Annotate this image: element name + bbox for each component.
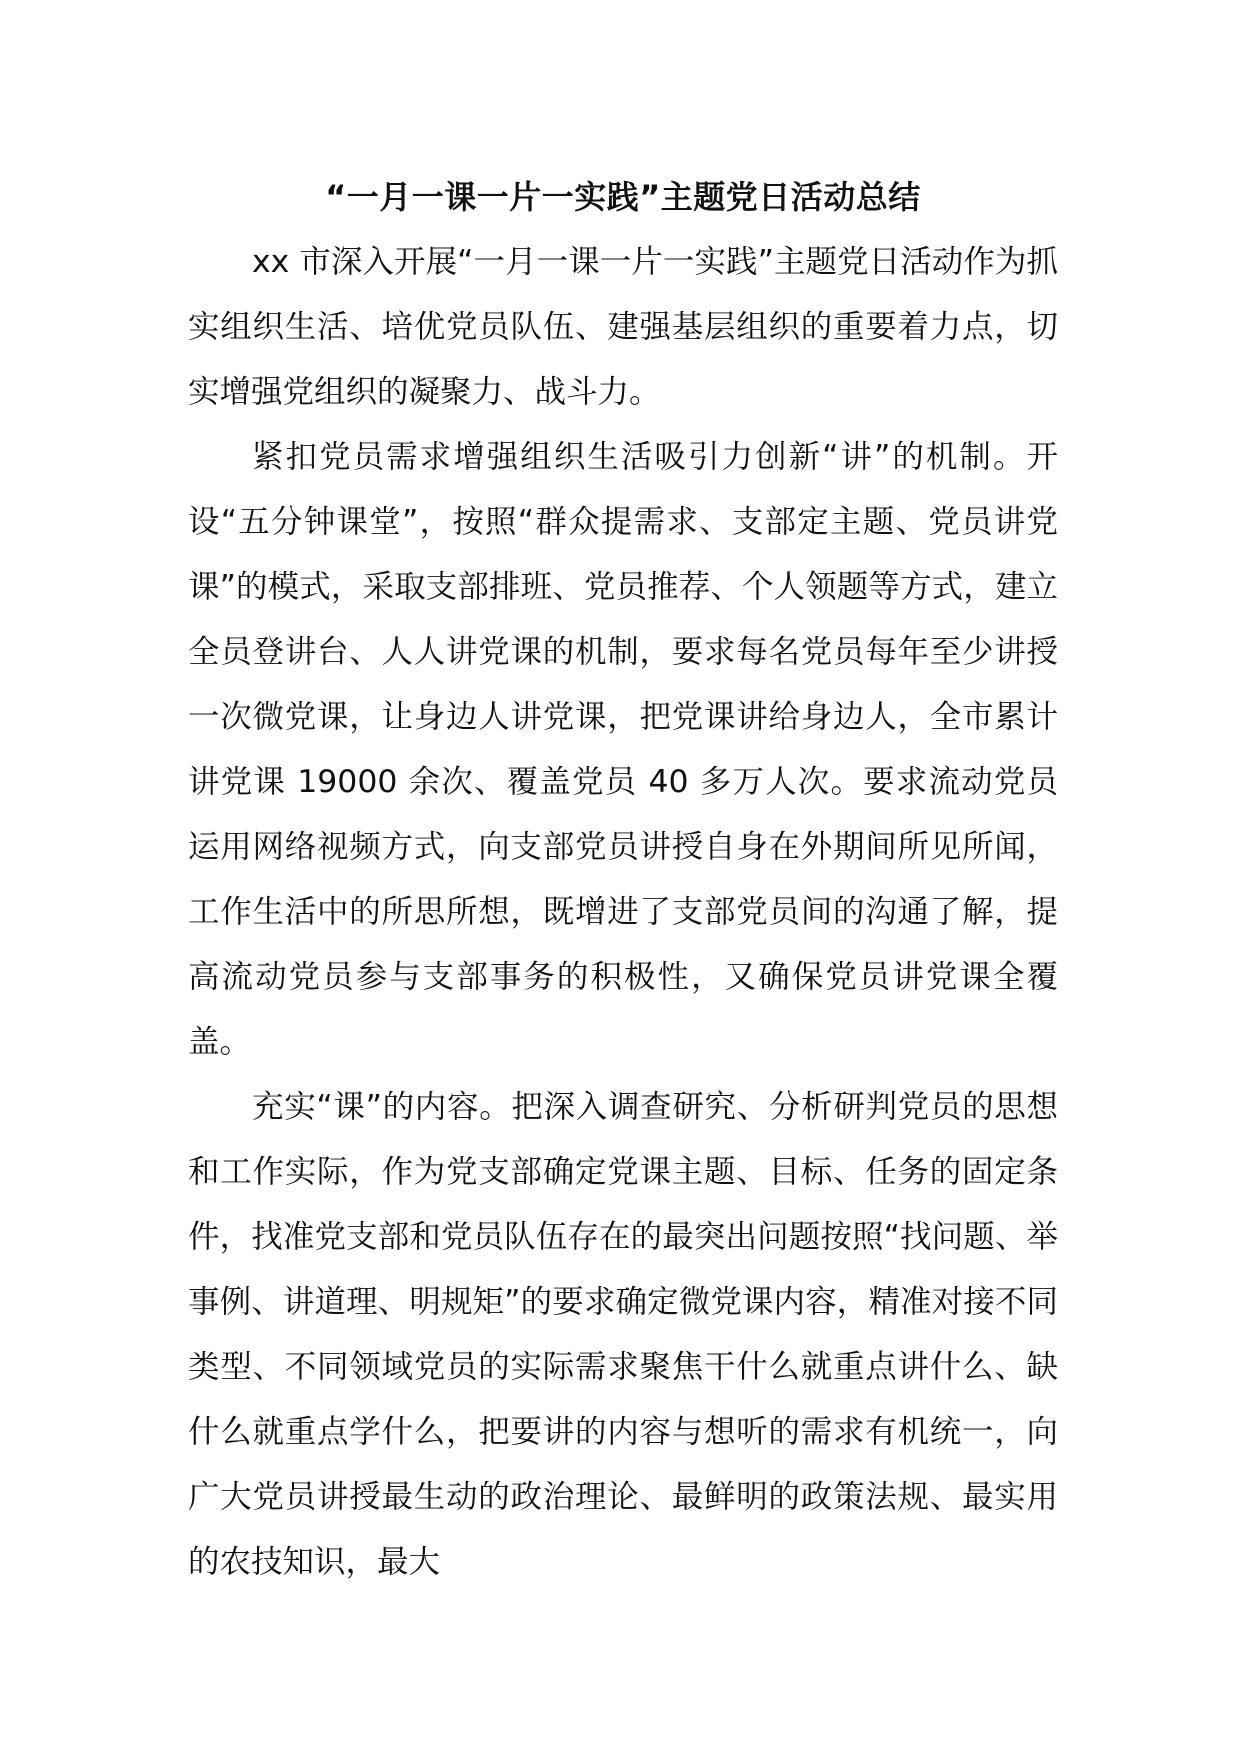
document-page (188, 172, 1058, 1595)
paragraph-mechanism: 紧扣党员需求增强组织生活吸引力创新“讲”的机制。开设“五分钟课堂”，按照“群众提需求、支部定主题、党员讲党课”的模式，采取支部排班、党员推荐、个人领题等方式，建立全员登讲台、人人讲党课的机制，要求每名党员每年至少讲授一次微党课，让身边人讲党课，把党课讲给身边人，全市累计讲党课 19000 余次、覆盖党员 40 多万人次。要求流动党员运用网络视频方式，向支部党员讲授自身在外期间所见所闻，工作生活中的所思所想，既增进了支部党员间的沟通了解，提高流动党员参与支部事务的积极性，又确保党员讲党课全覆盖。 (188, 439, 1058, 1060)
document-title: “一月一课一片一实践”主题党日活动总结 (325, 178, 921, 216)
paragraph-intro: xx 市深入开展“一月一课一片一实践”主题党日活动作为抓实组织生活、培优党员队伍、建强基层组织的重要着力点，切实增强党组织的凝聚力、战斗力。 (188, 244, 1058, 410)
paragraph-content: 充实“课”的内容。把深入调查研究、分析研判党员的思想和工作实际，作为党支部确定党课主题、目标、任务的固定条件，找准党支部和党员队伍存在的最突出问题按照“找问题、举事例、讲道理、明规矩”的要求确定微党课内容，精准对接不同类型、不同领域党员的实际需求聚焦干什么就重点讲什么、缺什么就重点学什么，把要讲的内容与想听的需求有机统一，向广大党员讲授最生动的政治理论、最鲜明的政策法规、最实用的农技知识，最大 (188, 1089, 1058, 1580)
